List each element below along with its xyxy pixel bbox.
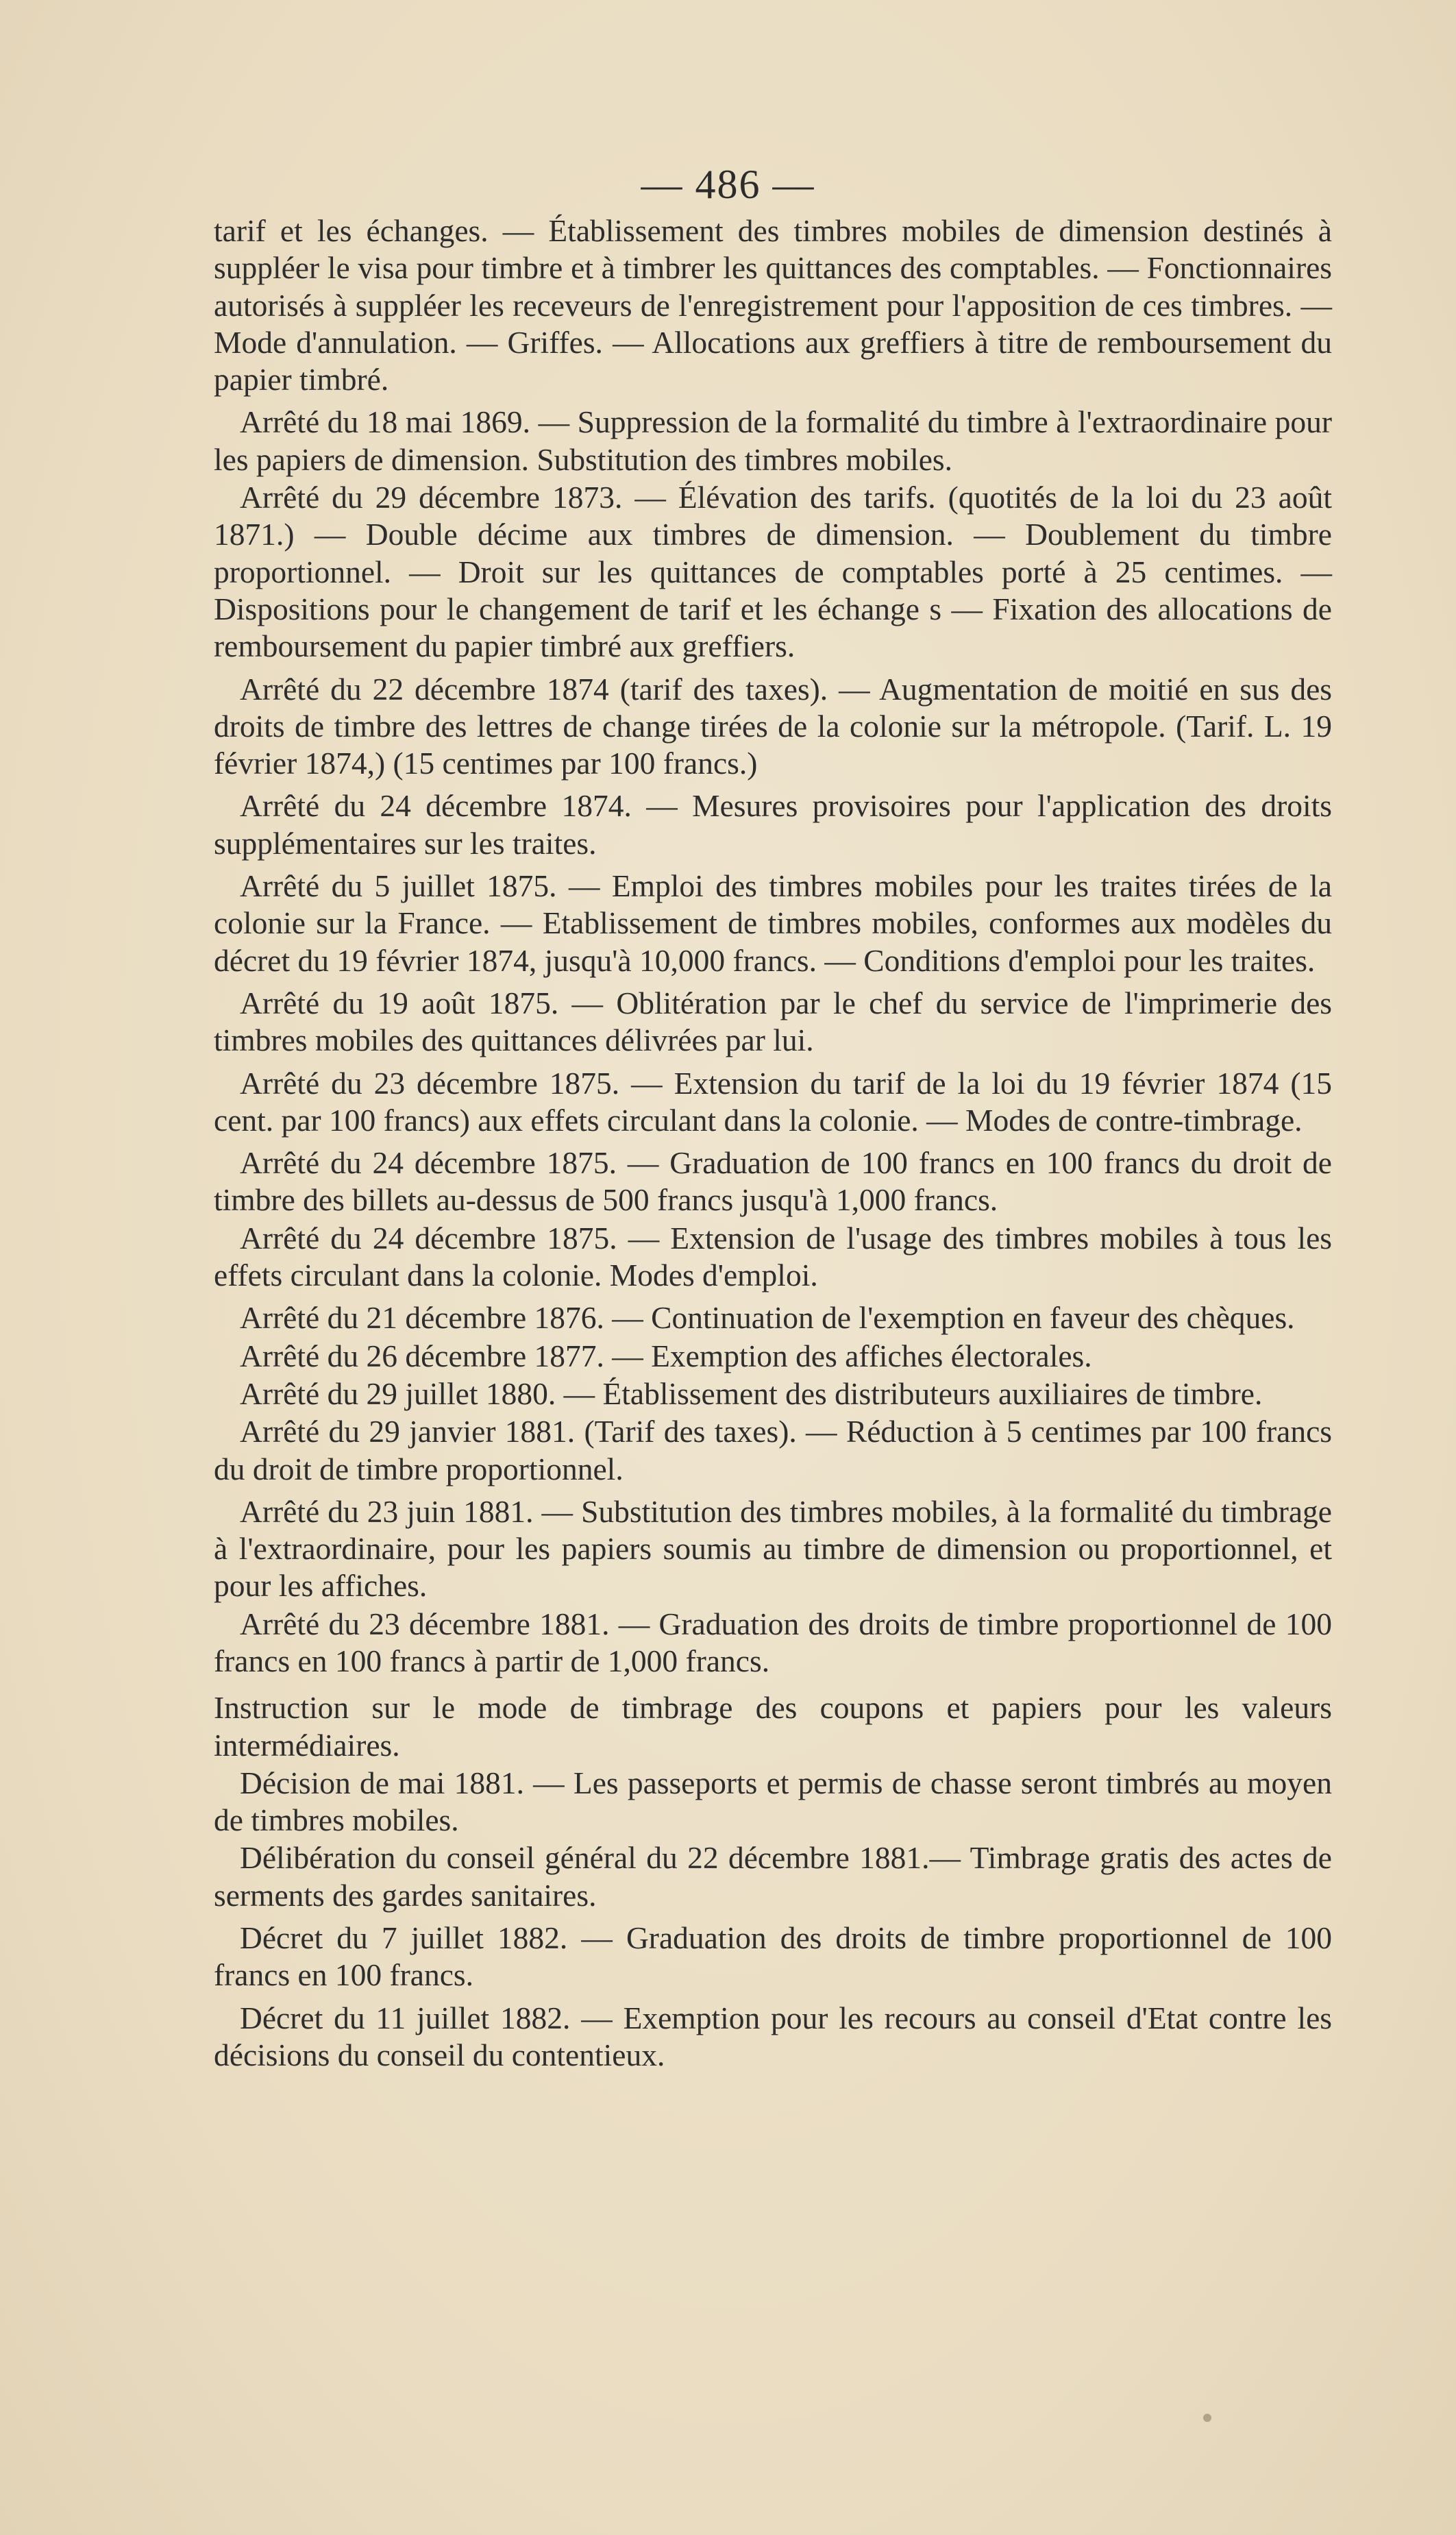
paragraph-deliberation-1881: Délibération du conseil général du 22 décembre 1881.— Timbrage gratis des actes de serments des gardes sanitaires. [214,1840,1332,1913]
paragraph-arrete-1873: Arrêté du 29 décembre 1873. — Élévation des tarifs. (quotités de la loi du 23 août 1871.) — Double décime aux timbres de dimension. — Doublement du timbre proportionnel. — Droit sur les quittances de comptables porté à 25 centimes. — Dispositions pour le changement de tarif et les échange s — Fixation des allocations de remboursement du papier timbré aux greffiers. [214,480,1332,664]
paragraph-arrete-1877: Arrêté du 26 décembre 1877. — Exemption des affiches électorales. [240,1338,1092,1373]
paragraph-arrete-24-dec-1875-graduation: Arrêté du 24 décembre 1875. — Graduation de 100 francs en 100 francs du droit de timbre des billets au-dessus de 500 francs jusqu'à 1,000 francs. [214,1145,1332,1218]
paragraph-arrete-1880: Arrêté du 29 juillet 1880. — Établissement des distributeurs auxiliaires de timbre. [240,1375,1263,1411]
paragraph-arrete-23-juin-1881: Arrêté du 23 juin 1881. — Substitution des timbres mobiles, à la formalité du timbrage à l'extraordinaire, pour les papiers soumis au timbre de dimension ou proportionnel, et pour les affiches. [214,1493,1332,1604]
paragraph-arrete-24-dec-1874: Arrêté du 24 décembre 1874. — Mesures provisoires pour l'application des droits supplémentaires sur les traites. [214,788,1332,861]
paragraph-arrete-19-aout-1875: Arrêté du 19 août 1875. — Oblitération par le chef du service de l'imprimerie des timbres mobiles des quittances délivrées par lui. [214,985,1332,1058]
paragraph-instruction-timbrage: Instruction sur le mode de timbrage des coupons et papiers pour les valeurs intermédiaires. [214,1690,1332,1763]
paragraph-arrete-29-janv-1881: Arrêté du 29 janvier 1881. (Tarif des taxes). — Réduction à 5 centimes par 100 francs du droit de timbre proportionnel. [214,1414,1332,1486]
paper-speck [1203,2414,1211,2422]
paragraph-decret-11-juil-1882: Décret du 11 juillet 1882. — Exemption pour les recours au conseil d'Etat contre les décisions du conseil du contentieux. [214,2000,1332,2072]
paragraph-arrete-5-juil-1875: Arrêté du 5 juillet 1875. — Emploi des timbres mobiles pour les traites tirées de la colonie sur la France. — Etablissement de timbres mobiles, conformes aux modèles du décret du 19 février 1874, jusqu'à 10,000 francs. — Conditions d'emploi pour les traites. [214,868,1332,978]
paragraph-arrete-1869: Arrêté du 18 mai 1869. — Suppression de la formalité du timbre à l'extraordinaire pour les papiers de dimension. Substitution des timbres mobiles. [214,404,1332,477]
body-text [214,212,1332,2074]
paragraph-tarif-echanges: tarif et les échanges. — Établissement des timbres mobiles de dimension destinés à suppléer le visa pour timbre et à timbrer les quittances des comptables. — Fonctionnaires autorisés à suppléer les receveurs de l'enregistrement pour l'apposition de ces timbres. — Mode d'annulation. — Griffes. — Allocations aux greffiers à titre de remboursement du papier timbré. [214,213,1332,397]
page-number: — 486 — [641,162,815,207]
paragraph-arrete-24-dec-1875-extension: Arrêté du 24 décembre 1875. — Extension de l'usage des timbres mobiles à tous les effets circulant dans la colonie. Modes d'emploi. [214,1220,1332,1293]
paragraph-arrete-23-dec-1881: Arrêté du 23 décembre 1881. — Graduation des droits de timbre proportionnel de 100 francs en 100 francs à partir de 1,000 francs. [214,1606,1332,1678]
paragraph-arrete-22-dec-1874: Arrêté du 22 décembre 1874 (tarif des taxes). — Augmentation de moitié en sus des droits de timbre des lettres de change tirées de la colonie sur la métropole. (Tarif. L. 19 février 1874,) (15 centimes par 100 francs.) [214,671,1332,781]
paragraph-arrete-1876: Arrêté du 21 décembre 1876. — Continuation de l'exemption en faveur des chèques. [240,1300,1295,1336]
paragraph-decision-mai-1881: Décision de mai 1881. — Les passeports et permis de chasse seront timbrés au moyen de timbres mobiles. [214,1765,1332,1838]
paragraph-arrete-23-dec-1875: Arrêté du 23 décembre 1875. — Extension du tarif de la loi du 19 février 1874 (15 cent. par 100 francs) aux effets circulant dans la colonie. — Modes de contre-timbrage. [214,1065,1332,1138]
paragraph-decret-7-juil-1882: Décret du 7 juillet 1882. — Graduation des droits de timbre proportionnel de 100 francs en 100 francs. [214,1920,1332,1993]
